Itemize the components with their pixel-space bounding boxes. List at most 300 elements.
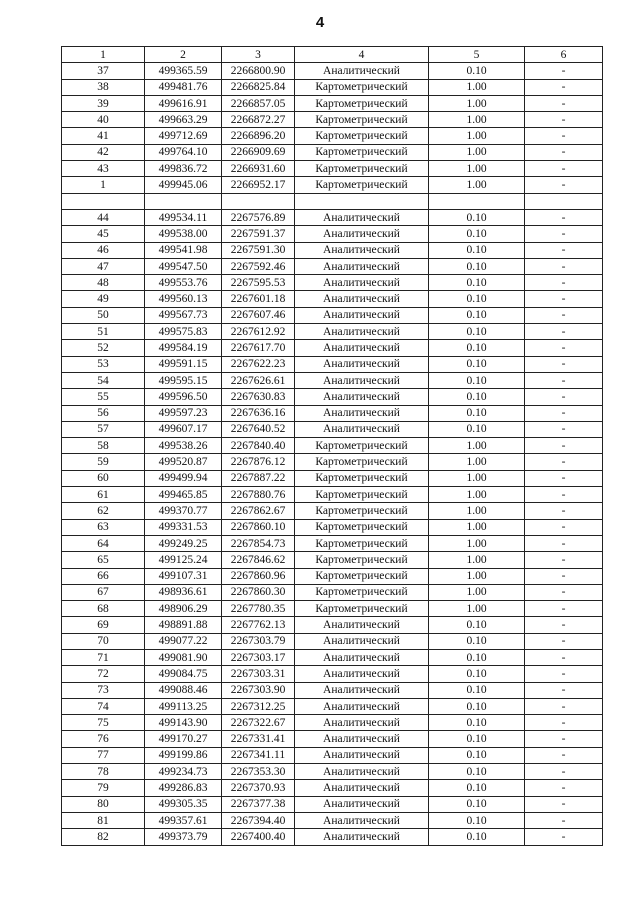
table-cell: Картометрический [295, 487, 429, 503]
table-cell: - [525, 438, 603, 454]
table-row [62, 177, 603, 193]
table-cell: Аналитический [295, 780, 429, 796]
table-cell: 1.00 [429, 95, 525, 111]
table-cell: - [525, 307, 603, 323]
table-cell: Аналитический [295, 405, 429, 421]
table-cell: Аналитический [295, 649, 429, 665]
table-cell: 0.10 [429, 340, 525, 356]
table-row [62, 666, 603, 682]
table-cell: 2267860.10 [222, 519, 295, 535]
table-row [62, 161, 603, 177]
table-cell: 499199.86 [145, 747, 222, 763]
table-cell: 79 [62, 780, 145, 796]
table-cell: Аналитический [295, 372, 429, 388]
table-row [62, 95, 603, 111]
table-cell: 45 [62, 226, 145, 242]
table-cell: 52 [62, 340, 145, 356]
table-cell: 499538.26 [145, 438, 222, 454]
table-cell: 2267592.46 [222, 258, 295, 274]
table-cell: 61 [62, 487, 145, 503]
table-cell: 1.00 [429, 519, 525, 535]
table-cell: 499597.23 [145, 405, 222, 421]
table-cell: 2267626.61 [222, 372, 295, 388]
table-cell: 0.10 [429, 666, 525, 682]
table-cell: 54 [62, 372, 145, 388]
table-cell: 63 [62, 519, 145, 535]
table-cell: 70 [62, 633, 145, 649]
table-row [62, 829, 603, 845]
table-cell: 73 [62, 682, 145, 698]
table-cell: 499575.83 [145, 324, 222, 340]
table-cell: - [525, 812, 603, 828]
table-cell: 2267331.41 [222, 731, 295, 747]
table-cell: 0.10 [429, 258, 525, 274]
table-cell: 78 [62, 764, 145, 780]
table-cell: Аналитический [295, 731, 429, 747]
table-row [62, 503, 603, 519]
table-cell: 77 [62, 747, 145, 763]
table-cell: - [525, 568, 603, 584]
table-row [62, 568, 603, 584]
table-cell: 0.10 [429, 682, 525, 698]
table-cell: 499286.83 [145, 780, 222, 796]
table-cell: 47 [62, 258, 145, 274]
table-cell: 62 [62, 503, 145, 519]
table-cell: 499084.75 [145, 666, 222, 682]
table-row [62, 226, 603, 242]
table-cell: 499520.87 [145, 454, 222, 470]
table-cell: 1.00 [429, 112, 525, 128]
table-row [62, 242, 603, 258]
table-row [62, 454, 603, 470]
table-cell: 2267762.13 [222, 617, 295, 633]
table-cell: Картометрический [295, 177, 429, 193]
table-cell: Картометрический [295, 438, 429, 454]
table-cell: - [525, 503, 603, 519]
table-cell: - [525, 144, 603, 160]
table-row [62, 128, 603, 144]
table-cell: 0.10 [429, 421, 525, 437]
table-row [62, 372, 603, 388]
table-row [62, 209, 603, 225]
table-cell: 1 [62, 177, 145, 193]
table-cell: 66 [62, 568, 145, 584]
table-cell: Картометрический [295, 535, 429, 551]
table-cell: 499088.46 [145, 682, 222, 698]
header-cell: 1 [62, 47, 145, 63]
table-row [62, 519, 603, 535]
table-cell: Картометрический [295, 503, 429, 519]
table-cell: 51 [62, 324, 145, 340]
table-cell: 1.00 [429, 161, 525, 177]
table-cell: 76 [62, 731, 145, 747]
table-cell: 2266825.84 [222, 79, 295, 95]
table-cell: 0.10 [429, 389, 525, 405]
table-cell: Аналитический [295, 698, 429, 714]
table-cell: 499331.53 [145, 519, 222, 535]
table-cell: 1.00 [429, 552, 525, 568]
table-cell: 2267601.18 [222, 291, 295, 307]
table-cell: 2267341.11 [222, 747, 295, 763]
table-cell: 0.10 [429, 617, 525, 633]
table-cell: 499113.25 [145, 698, 222, 714]
table-cell: 499591.15 [145, 356, 222, 372]
table-cell: - [525, 226, 603, 242]
table-cell: 42 [62, 144, 145, 160]
table-cell: 43 [62, 161, 145, 177]
table-cell: 499357.61 [145, 812, 222, 828]
table-row [62, 601, 603, 617]
table-cell: 1.00 [429, 177, 525, 193]
table-cell: 81 [62, 812, 145, 828]
table-cell: - [525, 552, 603, 568]
table-cell: 2267394.40 [222, 812, 295, 828]
coordinates-table [61, 46, 603, 846]
table-cell: 499234.73 [145, 764, 222, 780]
table-cell: Аналитический [295, 209, 429, 225]
table-cell: 2267607.46 [222, 307, 295, 323]
table-cell: Картометрический [295, 95, 429, 111]
table-cell: 0.10 [429, 291, 525, 307]
table-cell: Картометрический [295, 79, 429, 95]
table-cell: 72 [62, 666, 145, 682]
table-cell: 0.10 [429, 829, 525, 845]
table-cell: Аналитический [295, 747, 429, 763]
table-row [62, 487, 603, 503]
table-row [62, 356, 603, 372]
table-body [62, 63, 603, 845]
table-cell: - [525, 731, 603, 747]
table-cell: - [525, 715, 603, 731]
table-cell: - [525, 63, 603, 79]
table-cell: Аналитический [295, 796, 429, 812]
table-row [62, 389, 603, 405]
table-cell: 2266931.60 [222, 161, 295, 177]
table-cell: 2267353.30 [222, 764, 295, 780]
header-cell: 4 [295, 47, 429, 63]
table-cell: Аналитический [295, 242, 429, 258]
table-cell: 2267846.62 [222, 552, 295, 568]
table-cell: 499481.76 [145, 79, 222, 95]
table-cell: 0.10 [429, 633, 525, 649]
table-row [62, 764, 603, 780]
header-cell: 5 [429, 47, 525, 63]
table-row [62, 258, 603, 274]
table-cell: Картометрический [295, 144, 429, 160]
table-cell: 1.00 [429, 470, 525, 486]
table-cell: 0.10 [429, 698, 525, 714]
table-cell [222, 193, 295, 209]
table-cell: Аналитический [295, 389, 429, 405]
table-cell: - [525, 487, 603, 503]
table-cell: - [525, 128, 603, 144]
table-cell: - [525, 454, 603, 470]
table-cell: 499541.98 [145, 242, 222, 258]
table-cell: 67 [62, 584, 145, 600]
table-cell: 498936.61 [145, 584, 222, 600]
table-cell: 2267630.83 [222, 389, 295, 405]
table-cell: 499945.06 [145, 177, 222, 193]
header-cell: 2 [145, 47, 222, 63]
table-cell: 499595.15 [145, 372, 222, 388]
table-cell: 2267303.79 [222, 633, 295, 649]
table-cell: 2267880.76 [222, 487, 295, 503]
table-cell: 2267622.23 [222, 356, 295, 372]
table-cell: 0.10 [429, 63, 525, 79]
table-cell: 68 [62, 601, 145, 617]
table-cell: 499081.90 [145, 649, 222, 665]
table-cell: 2267854.73 [222, 535, 295, 551]
table-cell: - [525, 112, 603, 128]
table-cell: 499365.59 [145, 63, 222, 79]
table-cell: 64 [62, 535, 145, 551]
table-cell: - [525, 780, 603, 796]
page-number: 4 [315, 14, 325, 31]
table-cell: Аналитический [295, 715, 429, 731]
table-cell: 80 [62, 796, 145, 812]
table-cell: 2267862.67 [222, 503, 295, 519]
table-cell: 2267640.52 [222, 421, 295, 437]
table-row [62, 193, 603, 209]
table-cell: 499663.29 [145, 112, 222, 128]
table-cell: 2267636.16 [222, 405, 295, 421]
table-cell: 60 [62, 470, 145, 486]
table-cell: - [525, 666, 603, 682]
table-cell: 1.00 [429, 79, 525, 95]
table-cell: - [525, 535, 603, 551]
table-cell: 74 [62, 698, 145, 714]
table-cell: Картометрический [295, 112, 429, 128]
table-cell: 0.10 [429, 731, 525, 747]
table-cell: 2267876.12 [222, 454, 295, 470]
table-cell: 0.10 [429, 372, 525, 388]
table-cell: 2267617.70 [222, 340, 295, 356]
table-cell: 82 [62, 829, 145, 845]
table-cell: 2267887.22 [222, 470, 295, 486]
table-row [62, 79, 603, 95]
table-row [62, 698, 603, 714]
table-cell: 1.00 [429, 503, 525, 519]
table-cell: 2267303.90 [222, 682, 295, 698]
table-cell: Картометрический [295, 552, 429, 568]
table-row [62, 682, 603, 698]
table-cell: - [525, 617, 603, 633]
table-cell: 40 [62, 112, 145, 128]
table-cell: Аналитический [295, 617, 429, 633]
table-cell: - [525, 242, 603, 258]
table-row [62, 552, 603, 568]
table-cell: 2267595.53 [222, 275, 295, 291]
table-row [62, 796, 603, 812]
table-cell: - [525, 372, 603, 388]
table-cell: - [525, 764, 603, 780]
table-cell: 1.00 [429, 568, 525, 584]
table-row [62, 421, 603, 437]
table-cell: - [525, 405, 603, 421]
table-cell: 0.10 [429, 747, 525, 763]
table-cell: - [525, 829, 603, 845]
table-cell: 50 [62, 307, 145, 323]
table-cell [525, 193, 603, 209]
table-cell [429, 193, 525, 209]
table-row [62, 275, 603, 291]
table-cell: 2266896.20 [222, 128, 295, 144]
table-cell: 499170.27 [145, 731, 222, 747]
table-cell [145, 193, 222, 209]
header-cell: 3 [222, 47, 295, 63]
table-row [62, 617, 603, 633]
table-cell: Аналитический [295, 258, 429, 274]
table-cell: - [525, 389, 603, 405]
table-row [62, 747, 603, 763]
table-cell: 499107.31 [145, 568, 222, 584]
table-cell: Картометрический [295, 519, 429, 535]
table-cell: 38 [62, 79, 145, 95]
table-cell: 69 [62, 617, 145, 633]
table-cell: Аналитический [295, 291, 429, 307]
table-header [62, 47, 603, 63]
table-cell: 2267370.93 [222, 780, 295, 796]
table-cell: 498906.29 [145, 601, 222, 617]
table-cell: 499712.69 [145, 128, 222, 144]
table-cell: 499596.50 [145, 389, 222, 405]
table-row [62, 324, 603, 340]
table-cell: 1.00 [429, 144, 525, 160]
table-cell: 1.00 [429, 438, 525, 454]
table-cell: - [525, 519, 603, 535]
table-cell: Аналитический [295, 307, 429, 323]
table-cell: 2267612.92 [222, 324, 295, 340]
table-cell: 0.10 [429, 715, 525, 731]
table-cell: 499370.77 [145, 503, 222, 519]
table-cell: - [525, 470, 603, 486]
table-cell: 0.10 [429, 275, 525, 291]
table-cell [295, 193, 429, 209]
table-row [62, 438, 603, 454]
table-cell: 2267780.35 [222, 601, 295, 617]
table-cell: - [525, 209, 603, 225]
table-cell: 1.00 [429, 601, 525, 617]
table-cell: Картометрический [295, 584, 429, 600]
table-cell: 499567.73 [145, 307, 222, 323]
table-cell: - [525, 421, 603, 437]
table-cell: - [525, 601, 603, 617]
table-cell: 0.10 [429, 812, 525, 828]
table-cell: 0.10 [429, 405, 525, 421]
table-cell: 1.00 [429, 584, 525, 600]
table-cell: 2267591.30 [222, 242, 295, 258]
table-cell: 39 [62, 95, 145, 111]
table-cell: 2266800.90 [222, 63, 295, 79]
table-cell: - [525, 356, 603, 372]
table-cell: 2267322.67 [222, 715, 295, 731]
table-cell: 56 [62, 405, 145, 421]
table-cell: 2267400.40 [222, 829, 295, 845]
table-cell: Картометрический [295, 568, 429, 584]
table-cell: - [525, 340, 603, 356]
header-row [62, 47, 603, 63]
table-cell: 71 [62, 649, 145, 665]
table-row [62, 112, 603, 128]
table-cell: 2267860.30 [222, 584, 295, 600]
table-cell: 1.00 [429, 128, 525, 144]
table-cell: 46 [62, 242, 145, 258]
table-cell: - [525, 177, 603, 193]
table-cell: 2267377.38 [222, 796, 295, 812]
table-cell: Аналитический [295, 275, 429, 291]
table-cell: 0.10 [429, 226, 525, 242]
table-row [62, 144, 603, 160]
table-cell: 499584.19 [145, 340, 222, 356]
table-cell: Аналитический [295, 356, 429, 372]
table-cell: Картометрический [295, 161, 429, 177]
table-cell: 0.10 [429, 324, 525, 340]
table-cell: 499373.79 [145, 829, 222, 845]
table-cell: 498891.88 [145, 617, 222, 633]
table-cell: - [525, 291, 603, 307]
table-cell: Аналитический [295, 340, 429, 356]
table-cell: 499465.85 [145, 487, 222, 503]
table-row [62, 715, 603, 731]
table-cell: 499534.11 [145, 209, 222, 225]
table-cell: - [525, 649, 603, 665]
table-cell: 2267303.17 [222, 649, 295, 665]
table-cell: 2266857.05 [222, 95, 295, 111]
table-cell: 2267591.37 [222, 226, 295, 242]
table-cell: 0.10 [429, 242, 525, 258]
table-cell: Аналитический [295, 421, 429, 437]
table-cell: 499249.25 [145, 535, 222, 551]
table-row [62, 291, 603, 307]
table-row [62, 470, 603, 486]
table-cell: 41 [62, 128, 145, 144]
table-cell: 44 [62, 209, 145, 225]
table-cell: Аналитический [295, 324, 429, 340]
table-cell: 2266872.27 [222, 112, 295, 128]
table-cell: 59 [62, 454, 145, 470]
table-cell: 0.10 [429, 649, 525, 665]
table-row [62, 63, 603, 79]
table-cell: 0.10 [429, 780, 525, 796]
table-cell: 0.10 [429, 356, 525, 372]
header-cell: 6 [525, 47, 603, 63]
table-cell: Аналитический [295, 666, 429, 682]
table-cell: Картометрический [295, 601, 429, 617]
table-cell: 499553.76 [145, 275, 222, 291]
table-row [62, 812, 603, 828]
table-cell: 499547.50 [145, 258, 222, 274]
table-row [62, 780, 603, 796]
table-cell: - [525, 275, 603, 291]
table-row [62, 584, 603, 600]
table-cell: 58 [62, 438, 145, 454]
table-cell: - [525, 747, 603, 763]
table-cell: 499499.94 [145, 470, 222, 486]
table-cell: 2267860.96 [222, 568, 295, 584]
table-cell: 499836.72 [145, 161, 222, 177]
table-cell: - [525, 79, 603, 95]
table-row [62, 340, 603, 356]
table-cell: - [525, 682, 603, 698]
table-cell: Аналитический [295, 633, 429, 649]
table-cell: - [525, 324, 603, 340]
table-row [62, 307, 603, 323]
table-cell: 53 [62, 356, 145, 372]
table-cell: 0.10 [429, 764, 525, 780]
table-cell: 499125.24 [145, 552, 222, 568]
table-cell: Аналитический [295, 829, 429, 845]
table-cell: 0.10 [429, 209, 525, 225]
